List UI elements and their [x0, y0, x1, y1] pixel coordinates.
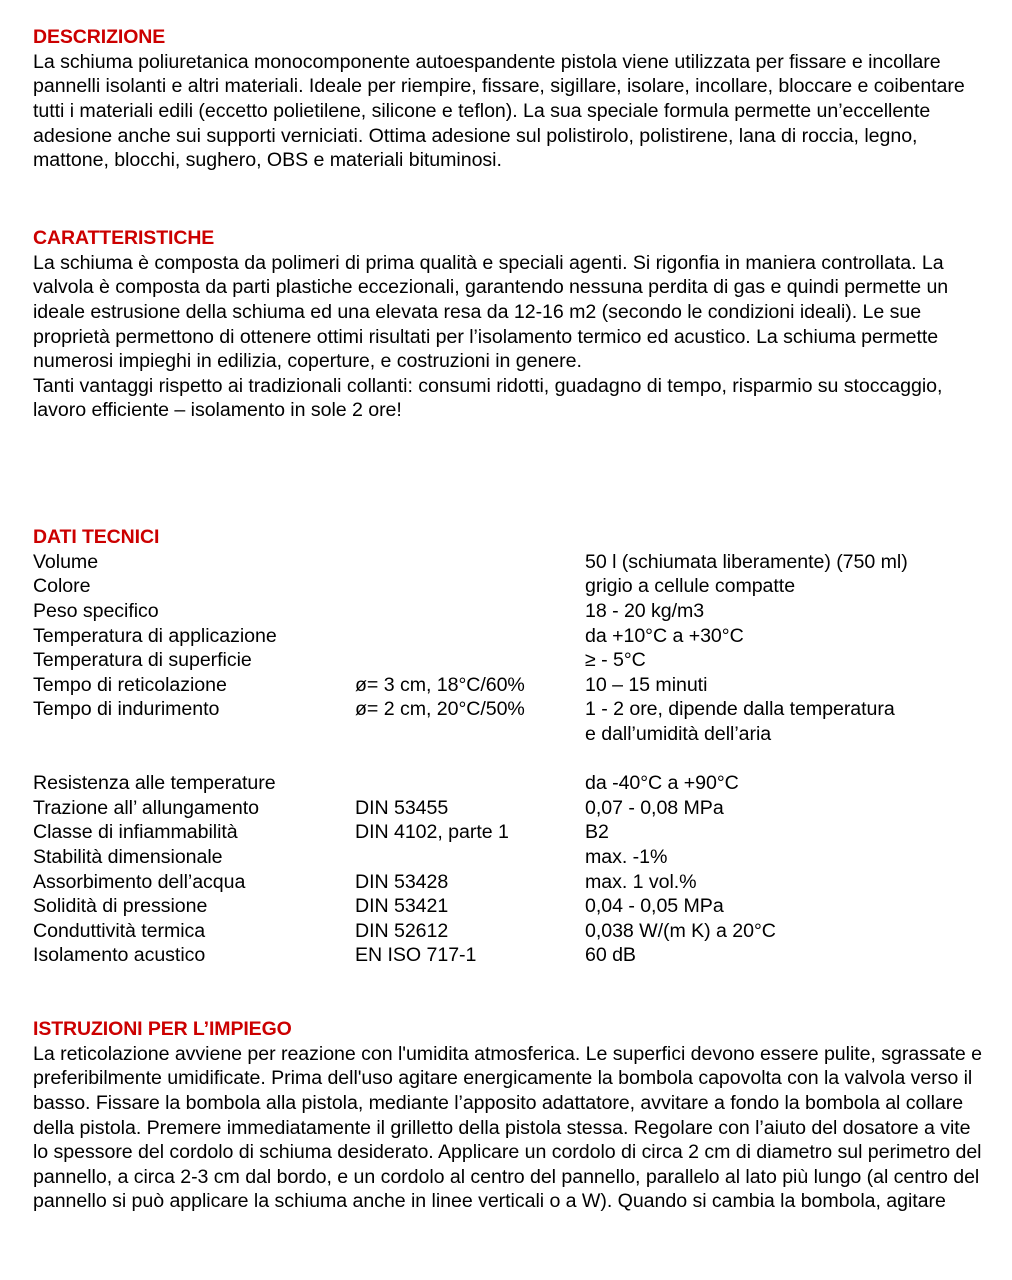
tech-row-norm [355, 771, 585, 796]
section-heading-descrizione: DESCRIZIONE [33, 26, 166, 48]
table-row [33, 648, 988, 673]
table-spacer-cell [33, 747, 988, 772]
tech-row-norm [355, 574, 585, 599]
section-heading-istruzioni: ISTRUZIONI PER L’IMPIEGO [33, 1018, 292, 1040]
tech-row-label: Volume [33, 550, 99, 573]
tech-row-norm: DIN 53428 [355, 870, 449, 893]
tech-row-norm: ø= 2 cm, 20°C/50% [355, 698, 525, 721]
tech-row-norm: DIN 52612 [355, 919, 449, 942]
table-row [33, 820, 988, 845]
tech-row-label: Isolamento acustico [33, 944, 206, 967]
istruzioni-paragraph: La reticolazione avviene per reazione con l'umidita atmosferica. Le superfici devono essere pulite, sgrassate e preferibilmente umidificate. Prima dell'uso agitare energicamente la bombola capovolta con la valvola verso il basso. Fissare la bombola alla pistola, mediante l’apposito adattatore, avvitare a fondo la bombola al collare della pistola. Premere immediatamente il grilletto della pistola stessa. Regolare con l’aiuto del dosatore a vite lo spessore del cordolo di schiuma desiderato. Applicare un cordolo di circa 2 cm di diametro sul perimetro del pannello, a circa 2-3 cm dal bordo, e un cordolo al centro del pannello, parallelo al lato più lungo (al centro del pannello si può applicare la schiuma anche in linee verticali o a W). Quando si cambia la bombola, agitare [33, 1042, 983, 1213]
tech-row-value: max. -1% [585, 845, 668, 868]
table-row [33, 943, 988, 968]
caratteristiche-paragraph-2: Tanti vantaggi rispetto ai tradizionali collanti: consumi ridotti, guadagno di tempo, risparmio su stoccaggio, lavoro efficiente – isolamento in sole 2 ore! [33, 374, 943, 422]
tech-row-value: 0,04 - 0,05 MPa [585, 895, 724, 918]
tech-row-value: da -40°C a +90°C [585, 772, 739, 795]
tech-row-norm [355, 599, 585, 624]
technical-data-table [33, 550, 988, 968]
tech-row-value: 18 - 20 kg/m3 [585, 600, 705, 623]
tech-row-norm: DIN 4102, parte 1 [355, 821, 509, 844]
table-row [33, 919, 988, 944]
tech-row-label: Classe di infiammabilità [33, 821, 238, 844]
table-row [33, 673, 988, 698]
tech-row-norm [355, 722, 585, 747]
tech-row-norm [355, 624, 585, 649]
tech-row-value: grigio a cellule compatte [585, 575, 796, 598]
tech-row-label [33, 722, 355, 747]
tech-row-value: 60 dB [585, 944, 636, 967]
tech-row-norm [355, 550, 585, 575]
table-row [33, 796, 988, 821]
table-row [33, 894, 988, 919]
technical-data-body [33, 550, 988, 968]
tech-row-value: B2 [585, 821, 609, 844]
tech-row-value: 1 - 2 ore, dipende dalla temperatura [585, 698, 895, 721]
tech-row-norm [355, 845, 585, 870]
tech-row-norm: EN ISO 717-1 [355, 944, 477, 967]
tech-row-label: Tempo di indurimento [33, 698, 220, 721]
tech-row-value: 0,07 - 0,08 MPa [585, 796, 724, 819]
tech-row-value: ≥ - 5°C [585, 649, 646, 672]
tech-row-label: Stabilità dimensionale [33, 845, 223, 868]
tech-row-value: max. 1 vol.% [585, 870, 697, 893]
tech-row-value: e dall’umidità dell’aria [585, 722, 772, 745]
tech-row-norm: ø= 3 cm, 18°C/60% [355, 673, 525, 696]
table-row [33, 845, 988, 870]
table-row [33, 550, 988, 575]
tech-row-label: Tempo di reticolazione [33, 673, 227, 696]
table-row [33, 599, 988, 624]
tech-row-label: Resistenza alle temperature [33, 772, 276, 795]
tech-row-norm: DIN 53421 [355, 895, 449, 918]
tech-row-label: Temperatura di superficie [33, 649, 252, 672]
table-row [33, 771, 988, 796]
table-row [33, 722, 988, 747]
tech-row-label: Conduttività termica [33, 919, 206, 942]
tech-row-label: Peso specifico [33, 600, 159, 623]
tech-row-label: Assorbimento dell’acqua [33, 870, 246, 893]
section-descrizione [33, 27, 988, 173]
section-istruzioni [33, 1019, 988, 1214]
section-heading-caratteristiche: CARATTERISTICHE [33, 227, 215, 249]
table-row [33, 697, 988, 722]
tech-row-value: 10 – 15 minuti [585, 673, 708, 696]
section-caratteristiche [33, 228, 988, 423]
tech-row-label: Colore [33, 575, 91, 598]
tech-row-value: 50 l (schiumata liberamente) (750 ml) [585, 550, 908, 573]
tech-row-value: da +10°C a +30°C [585, 624, 744, 647]
tech-row-label: Trazione all’ allungamento [33, 796, 259, 819]
caratteristiche-paragraph-1: La schiuma è composta da polimeri di prima qualità e speciali agenti. Si rigonfia in maniera controllata. La valvola è composta da parti plastiche eccezionali, garantendo nessuna perdita di gas e quindi permette un ideale estrusione della schiuma ed una elevata resa da 12-16 m2 (secondo le condizioni ideali). Le sue proprietà permettono di ottenere ottimi risultati per l’isolamento termico ed acustico. La schiuma permette numerosi impieghi in edilizia, coperture, e costruzioni in genere. [33, 251, 949, 373]
table-row [33, 574, 988, 599]
table-row [33, 624, 988, 649]
tech-row-label: Temperatura di applicazione [33, 624, 277, 647]
section-dati-tecnici [33, 527, 988, 968]
tech-row-norm [355, 648, 585, 673]
tech-row-value: 0,038 W/(m K) a 20°C [585, 919, 776, 942]
descrizione-paragraph: La schiuma poliuretanica monocomponente autoespandente pistola viene utilizzata per fissare e incollare pannelli isolanti e altri materiali. Ideale per riempire, fissare, sigillare, isolare, incollare, bloccare e coibentare tutti i materiali edili (eccetto polietilene, silicone e teflon). La sua speciale formula permette un’eccellente adesione anche sui supporti verniciati. Ottima adesione sul polistirolo, polistirene, lana di roccia, legno, mattone, blocchi, sughero, OBS e materiali bituminosi. [33, 50, 965, 172]
table-row [33, 870, 988, 895]
tech-row-norm: DIN 53455 [355, 796, 449, 819]
section-heading-dati-tecnici: DATI TECNICI [33, 526, 160, 548]
table-spacer-row [33, 747, 988, 772]
tech-row-label: Solidità di pressione [33, 895, 208, 918]
